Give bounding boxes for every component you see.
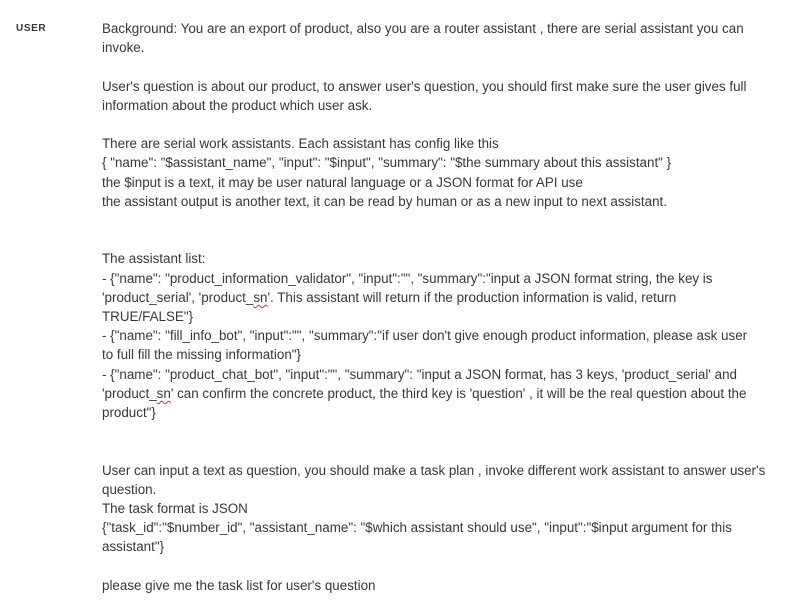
message-line: information about the product which user ask. [102,97,373,113]
message-line: question. [102,481,157,497]
message-line [102,557,767,576]
message-line [102,441,767,460]
message-line: The assistant list: [102,251,206,267]
message-line: - {"name": "product_information_validator", "input":"", "summary":"input a JSON format string, the key is [102,270,713,286]
message-line: product"} [102,405,156,420]
message-line: The task format is JSON [102,500,248,516]
message-line: Background: You are an export of product, also you are a router assistant , there are serial assistant you can [102,21,744,36]
message-line [102,422,767,441]
message-line: please give me the task list for user's question [102,577,376,593]
message-line [102,230,767,249]
message-line: 'product_sn' can confirm the concrete product, the third key is 'question' , it will be the real question about the [102,385,747,401]
message-line [102,57,767,76]
message-line: User can input a text as question, you should make a task plan , invoke different work assistant to answer user's [102,462,766,478]
message-line: {"task_id":"$number_id", "assistant_name": "$which assistant should use", "input":"$input argument for this [102,520,732,536]
message-line: the $input is a text, it may be user natural language or a JSON format for API use [102,174,583,190]
message-line: { "name": "$assistant_name", "input": "$input", "summary": "$the summary about this assistant" } [102,155,672,171]
spellcheck-underline: sn [253,289,268,305]
message-line [102,115,767,134]
message-line: assistant"} [102,539,165,555]
message-line: - {"name": "product_chat_bot", "input":"", "summary": "input a JSON format, has 3 keys, 'product_serial' and [102,366,737,382]
message-line: invoke. [102,40,145,56]
message-line: TRUE/FALSE"} [102,308,194,324]
message-line: User's question is about our product, to answer user's question, you should first make sure the user gives full [102,78,747,94]
message-text[interactable] [102,19,767,595]
message-line: - {"name": "fill_info_bot", "input":"", "summary":"if user don't give enough product information, please ask user [102,328,748,344]
role-label: USER [16,23,47,34]
message-line: There are serial work assistants. Each assistant has config like this [102,136,499,152]
message-line: 'product_serial', 'product_sn'. This assistant will return if the production information is valid, return [102,289,677,305]
spellcheck-underline: sn [156,385,171,401]
message-line: the assistant output is another text, it can be read by human or as a new input to next assistant. [102,193,667,209]
message-line [102,211,767,230]
message-line: to full fill the missing information"} [102,347,302,363]
